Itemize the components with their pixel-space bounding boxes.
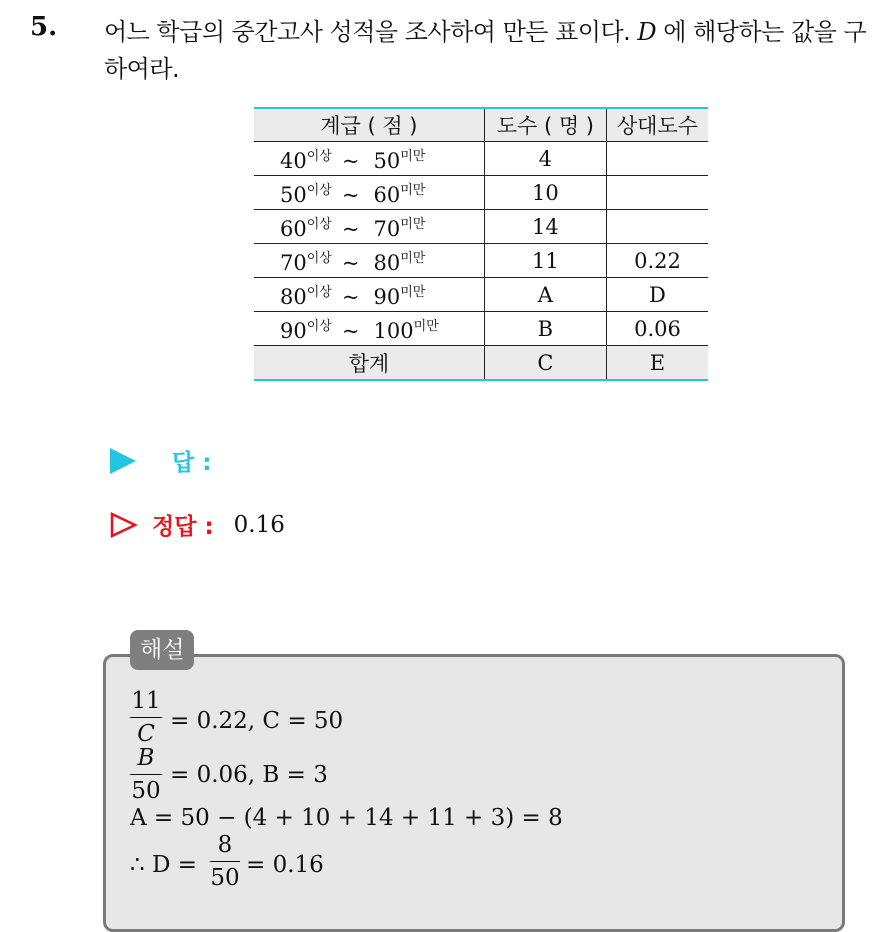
class-range: [254, 278, 484, 312]
fraction-2-denominator: 50: [131, 778, 161, 804]
question-text-part2: 에 해당하는 값을 구하여라.: [104, 18, 867, 84]
table-header-row: [254, 108, 708, 142]
range-tilde: ~: [341, 250, 360, 275]
correct-answer-row: [110, 508, 285, 541]
range-to: 60: [373, 182, 401, 207]
outline-triangle-icon: [110, 512, 138, 538]
solution-tag: 해설: [130, 630, 194, 670]
header-relative-frequency: 상대도수: [606, 108, 708, 142]
relative-frequency-cell: [606, 176, 708, 210]
range-upper-suffix: 미만: [400, 148, 426, 164]
correct-answer-label: 정답 :: [152, 514, 214, 540]
fraction-1-numerator: 11: [131, 688, 161, 714]
frequency-cell: 10: [484, 176, 606, 210]
relative-frequency-cell: 0.22: [606, 244, 708, 278]
frequency-cell: 4: [484, 142, 606, 176]
range-from: 60: [280, 216, 307, 241]
solution-line-3: A = 50 − (4 + 10 + 14 + 11 + 3) = 8: [130, 805, 563, 831]
range-to: 100: [373, 318, 414, 343]
range-upper-suffix: 미만: [400, 284, 426, 300]
problem-number: 5.: [30, 12, 58, 42]
class-range: [254, 244, 484, 278]
range-upper-suffix: 미만: [400, 250, 426, 266]
relative-frequency-cell: [606, 142, 708, 176]
solution-line-1: = 0.22, C = 50: [170, 708, 344, 734]
range-tilde: ~: [341, 284, 360, 309]
answer-row: [110, 444, 211, 477]
range-to: 70: [373, 216, 401, 241]
table-row: [254, 278, 708, 312]
range-upper-suffix: 미만: [400, 182, 426, 198]
range-from: 50: [280, 182, 307, 207]
question-variable: D: [637, 18, 657, 46]
question-text: [104, 14, 874, 88]
frequency-table: [254, 107, 708, 381]
table-row: [254, 210, 708, 244]
correct-answer-value: 0.16: [233, 511, 285, 538]
range-upper-suffix: 미만: [400, 216, 426, 232]
question-text-part1: 어느 학급의 중간고사 성적을 조사하여 만든 표이다.: [104, 18, 638, 46]
class-range: [254, 176, 484, 210]
range-upper-suffix: 미만: [413, 318, 439, 334]
class-range: [254, 312, 484, 346]
range-lower-suffix: 이상: [306, 250, 332, 266]
range-from: 70: [280, 250, 307, 275]
solution-line-4-prefix: ∴ D =: [130, 852, 197, 878]
header-frequency: 도수 ( 명 ): [484, 108, 606, 142]
range-tilde: ~: [341, 318, 360, 343]
frequency-cell: A: [484, 278, 606, 312]
table-row: [254, 244, 708, 278]
header-class: 계급 ( 점 ): [254, 108, 484, 142]
range-from: 90: [280, 318, 307, 343]
range-lower-suffix: 이상: [306, 318, 332, 334]
fraction-2-numerator: B: [137, 745, 155, 771]
range-lower-suffix: 이상: [306, 148, 332, 164]
relative-frequency-cell: 0.06: [606, 312, 708, 346]
range-from: 40: [280, 148, 307, 173]
fraction-1-denominator: C: [137, 721, 155, 747]
solution-line-4: = 0.16: [246, 852, 324, 878]
range-to: 50: [373, 148, 401, 173]
total-label: 합계: [254, 346, 484, 381]
play-triangle-icon: [110, 448, 136, 474]
relative-frequency-cell: D: [606, 278, 708, 312]
range-lower-suffix: 이상: [306, 182, 332, 198]
range-from: 80: [280, 284, 307, 309]
fraction-3-numerator: 8: [217, 832, 233, 858]
fraction-1: [130, 688, 162, 747]
table-total-row: [254, 346, 708, 381]
frequency-cell: 11: [484, 244, 606, 278]
range-to: 90: [373, 284, 401, 309]
relative-frequency-cell: [606, 210, 708, 244]
range-lower-suffix: 이상: [306, 284, 332, 300]
answer-label: 답 :: [172, 450, 212, 476]
fraction-2: [130, 745, 162, 804]
range-tilde: ~: [341, 216, 360, 241]
table-row: [254, 176, 708, 210]
range-lower-suffix: 이상: [306, 216, 332, 232]
table-row: [254, 142, 708, 176]
range-tilde: ~: [341, 182, 360, 207]
fraction-3-denominator: 50: [210, 865, 240, 891]
range-to: 80: [373, 250, 401, 275]
frequency-cell: B: [484, 312, 606, 346]
fraction-3: [210, 832, 240, 891]
table-row: [254, 312, 708, 346]
range-tilde: ~: [341, 148, 360, 173]
solution-line-2: = 0.06, B = 3: [170, 762, 328, 788]
total-frequency: C: [484, 346, 606, 381]
class-range: [254, 210, 484, 244]
frequency-cell: 14: [484, 210, 606, 244]
table-body: [254, 142, 708, 346]
total-relative: E: [606, 346, 708, 381]
class-range: [254, 142, 484, 176]
